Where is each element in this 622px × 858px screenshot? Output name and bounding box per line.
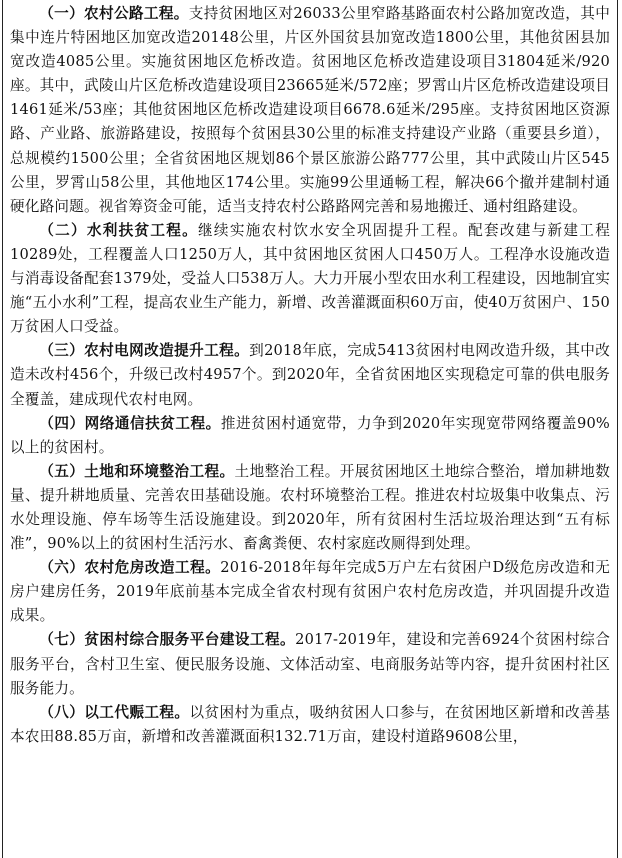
paragraph-work-relief [10, 701, 610, 749]
document-body [10, 2, 610, 749]
paragraph-heading: （七）贫困村综合服务平台建设工程。 [39, 631, 296, 649]
paragraph-heading: （五）土地和环境整治工程。 [39, 462, 235, 480]
paragraph-service-platform [10, 628, 610, 700]
paragraph-text: 土地整治工程。开展贫困地区土地综合整治，增加耕地数量、提升耕地质量、完善农田基础设施。农村环境整治工程。推进农村垃圾集中收集点、污水处理设施、停车场等生活设施建设。到2020年，所有贫困村生活垃圾治理达到“五有标准”，90%以上的贫困村生活污水、畜禽粪便、农村家庭改厕得到处理。 [10, 462, 610, 553]
paragraph-power-grid [10, 339, 610, 411]
paragraph-rural-roads [10, 2, 610, 219]
paragraph-heading: （六）农村危房改造工程。 [39, 559, 221, 577]
paragraph-dilapidated-housing [10, 556, 610, 628]
paragraph-heading: （一）农村公路工程。 [39, 5, 189, 22]
paragraph-land-environment [10, 460, 610, 556]
paragraph-heading: （三）农村电网改造提升工程。 [39, 342, 250, 360]
paragraph-text: 支持贫困地区对26033公里窄路基路面农村公路加宽改造，其中集中连片特困地区加宽改造20148公里，片区外国贫县加宽改造1800公里，其他贫困县加宽改造4085公里。实施贫困地区危桥改造。贫困地区危桥改造建设项目31804延米/920座。其中，武陵山片区危桥改造建设项目23665延米/572座；罗霄山片区危桥改造建设项目1461延米/53座；其他贫困地区危桥改造建设项目6678.6延米/295座。支持贫困地区资源路、产业路、旅游路建设，按照每个贫困县30公里的标准支持建设产业路（重要县乡道），总规模约1500公里；全省贫困地区规划86个景区旅游公路777公里，其中武陵山片区545公里，罗霄山58公里，其他地区174公里。实施99公里通畅工程，解决66个撤并建制村通硬化路问题。视省筹资金可能，适当支持农村公路路网完善和易地搬迁、通村组路建设。 [10, 5, 610, 215]
paragraph-heading: （四）网络通信扶贫工程。 [39, 414, 221, 432]
paragraph-text: 推进贫困村通宽带，力争到2020年实现宽带网络覆盖90%以上的贫困村。 [10, 414, 610, 456]
paragraph-text: 以贫困村为重点，吸纳贫困人口参与，在贫困地区新增和改善基本农田88.85万亩，新增和改善灌溉面积132.71万亩，建设村道路9608公里， [10, 703, 610, 745]
paragraph-text: 到2018年底，完成5413贫困村电网改造升级，其中改造未改村456个，升级已改村4957个。到2020年，全省贫困地区实现稳定可靠的供电服务全覆盖，建成现代农村电网。 [10, 342, 610, 408]
paragraph-heading: （二）水利扶贫工程。 [39, 221, 199, 239]
paragraph-network [10, 412, 610, 460]
paragraph-water-conservancy [10, 219, 610, 339]
paragraph-text: 2016-2018年每年完成5万户左右贫困户D级危房改造和无房户建房任务，2019年底前基本完成全省农村现有贫困户农村危房改造，并巩固提升改造成果。 [10, 559, 610, 625]
paragraph-text: 2017-2019年，建设和完善6924个贫困村综合服务平台，含村卫生室、便民服务设施、文体活动室、电商服务站等内容，提升贫困村社区服务能力。 [10, 631, 610, 697]
paragraph-text: 继续实施农村饮水安全巩固提升工程。配套改建与新建工程10289处，工程覆盖人口1250万人，其中贫困地区贫困人口450万人。工程净水设施改造与消毒设备配套1379处，受益人口538万人。大力开展小型农田水利工程建设，因地制宜实施“五小水利”工程，提高农业生产能力，新增、改善灌溉面积60万亩，使40万贫困户、150万贫困人口受益。 [10, 221, 610, 336]
paragraph-heading: （八）以工代赈工程。 [39, 703, 190, 721]
